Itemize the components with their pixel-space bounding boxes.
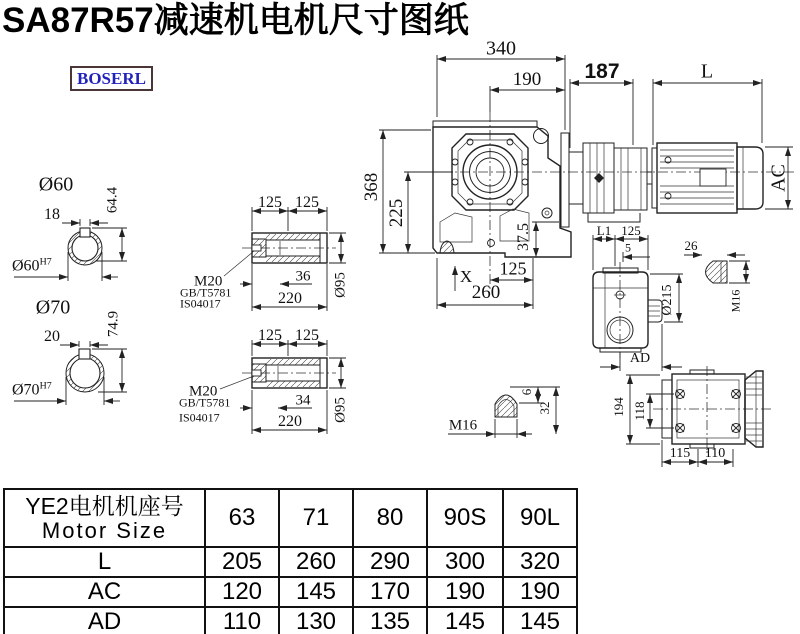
- motor-size-table: [3, 488, 578, 634]
- table-cell: 145: [279, 577, 353, 607]
- table-header-cn: YE2电机机座号: [25, 493, 184, 519]
- table-cell: 290: [353, 547, 427, 577]
- dim-M16-bottom: M16: [448, 417, 478, 434]
- table-cell: 120: [205, 577, 279, 607]
- dim-L1: L1: [596, 223, 612, 238]
- table-col-90s: 90S: [427, 489, 503, 547]
- dim-h1-220: 220: [278, 290, 302, 307]
- label-dia70: Ø70: [35, 296, 71, 319]
- row-label-AD: AD: [4, 607, 205, 634]
- dim-368: 368: [361, 172, 382, 202]
- label-h1-gb: GB/T5781: [180, 285, 232, 300]
- dim-125-bottom: 125: [499, 258, 527, 279]
- dim-h2-dia95: Ø95: [332, 397, 349, 423]
- row-label-AC: AC: [4, 577, 205, 607]
- dim-AD: AD: [629, 351, 651, 366]
- dim-L: L: [700, 60, 714, 83]
- label-dia60h7: $Ø60^{H7}$: [12, 256, 52, 275]
- table-col-63: 63: [205, 489, 279, 547]
- table-cell: 300: [427, 547, 503, 577]
- table-header-label: [4, 489, 205, 547]
- dim-187: 187: [584, 60, 620, 83]
- page-title: SA87R57减速机电机尺寸图纸: [2, 1, 469, 40]
- table-row-L: [4, 547, 577, 577]
- label-dia60: Ø60: [38, 173, 74, 196]
- table-header-en: Motor Size: [41, 518, 168, 543]
- dim-260: 260: [471, 282, 501, 303]
- dim-h2-125R: 125: [295, 327, 319, 344]
- dim-18: 18: [44, 206, 60, 223]
- label-h2-m20: M20: [189, 383, 218, 400]
- table-cell: 135: [353, 607, 427, 634]
- table-cell: 145: [503, 607, 577, 634]
- table-cell: 190: [503, 577, 577, 607]
- dim-h2-125L: 125: [258, 327, 282, 344]
- table-row-AD: [4, 607, 577, 634]
- key-detail-right: [684, 255, 750, 283]
- dim-74-9: 74.9: [105, 310, 122, 338]
- dim-26: 26: [684, 238, 698, 253]
- dim-h1-dia95: Ø95: [332, 272, 349, 298]
- dim-340: 340: [486, 37, 516, 60]
- dim-dia215: Ø215: [660, 284, 675, 316]
- dim-5: 5: [625, 240, 631, 255]
- dim-64-4: 64.4: [104, 186, 121, 214]
- dim-AC: AC: [767, 164, 790, 192]
- table-col-90l: 90L: [503, 489, 577, 547]
- dim-32: 32: [537, 401, 552, 415]
- dim-36: 36: [295, 268, 311, 285]
- front-view-drawing: [379, 55, 797, 309]
- table-col-80: 80: [353, 489, 427, 547]
- dim-190: 190: [512, 69, 542, 90]
- row-label-L: L: [4, 547, 205, 577]
- table-cell: 130: [279, 607, 353, 634]
- dim-115: 115: [669, 446, 691, 461]
- dim-h1-125R: 125: [295, 194, 319, 211]
- dim-6: 6: [519, 388, 534, 396]
- dim-h1-125L: 125: [258, 194, 282, 211]
- label-dia70h7: $Ø70^{H7}$: [12, 380, 52, 399]
- table-col-71: 71: [279, 489, 353, 547]
- table-row-AC: [4, 577, 577, 607]
- dim-110: 110: [704, 446, 726, 461]
- dim-194: 194: [611, 397, 626, 417]
- table-cell: 205: [205, 547, 279, 577]
- table-cell: 260: [279, 547, 353, 577]
- dim-20: 20: [44, 328, 60, 345]
- table-header-row: [4, 489, 577, 547]
- brand-logo: BOSERL: [70, 66, 153, 91]
- table-cell: 190: [427, 577, 503, 607]
- dim-118: 118: [632, 401, 647, 421]
- dim-225: 225: [386, 198, 407, 228]
- label-h1-m20: M20: [194, 273, 223, 290]
- table-cell: 320: [503, 547, 577, 577]
- label-h2-gb: GB/T5781: [179, 395, 231, 410]
- table-cell: 145: [427, 607, 503, 634]
- table-cell: 170: [353, 577, 427, 607]
- label-h2-iso: IS04017: [179, 410, 220, 425]
- dim-34: 34: [295, 392, 311, 409]
- table-cell: 110: [205, 607, 279, 634]
- dim-M16-right: M16: [728, 289, 743, 313]
- dim-125-side: 125: [621, 223, 641, 238]
- label-h1-iso: IS04017: [180, 296, 221, 311]
- dim-h2-220: 220: [278, 413, 302, 430]
- dim-37-5: 37.5: [515, 223, 532, 251]
- label-X: X: [459, 267, 473, 286]
